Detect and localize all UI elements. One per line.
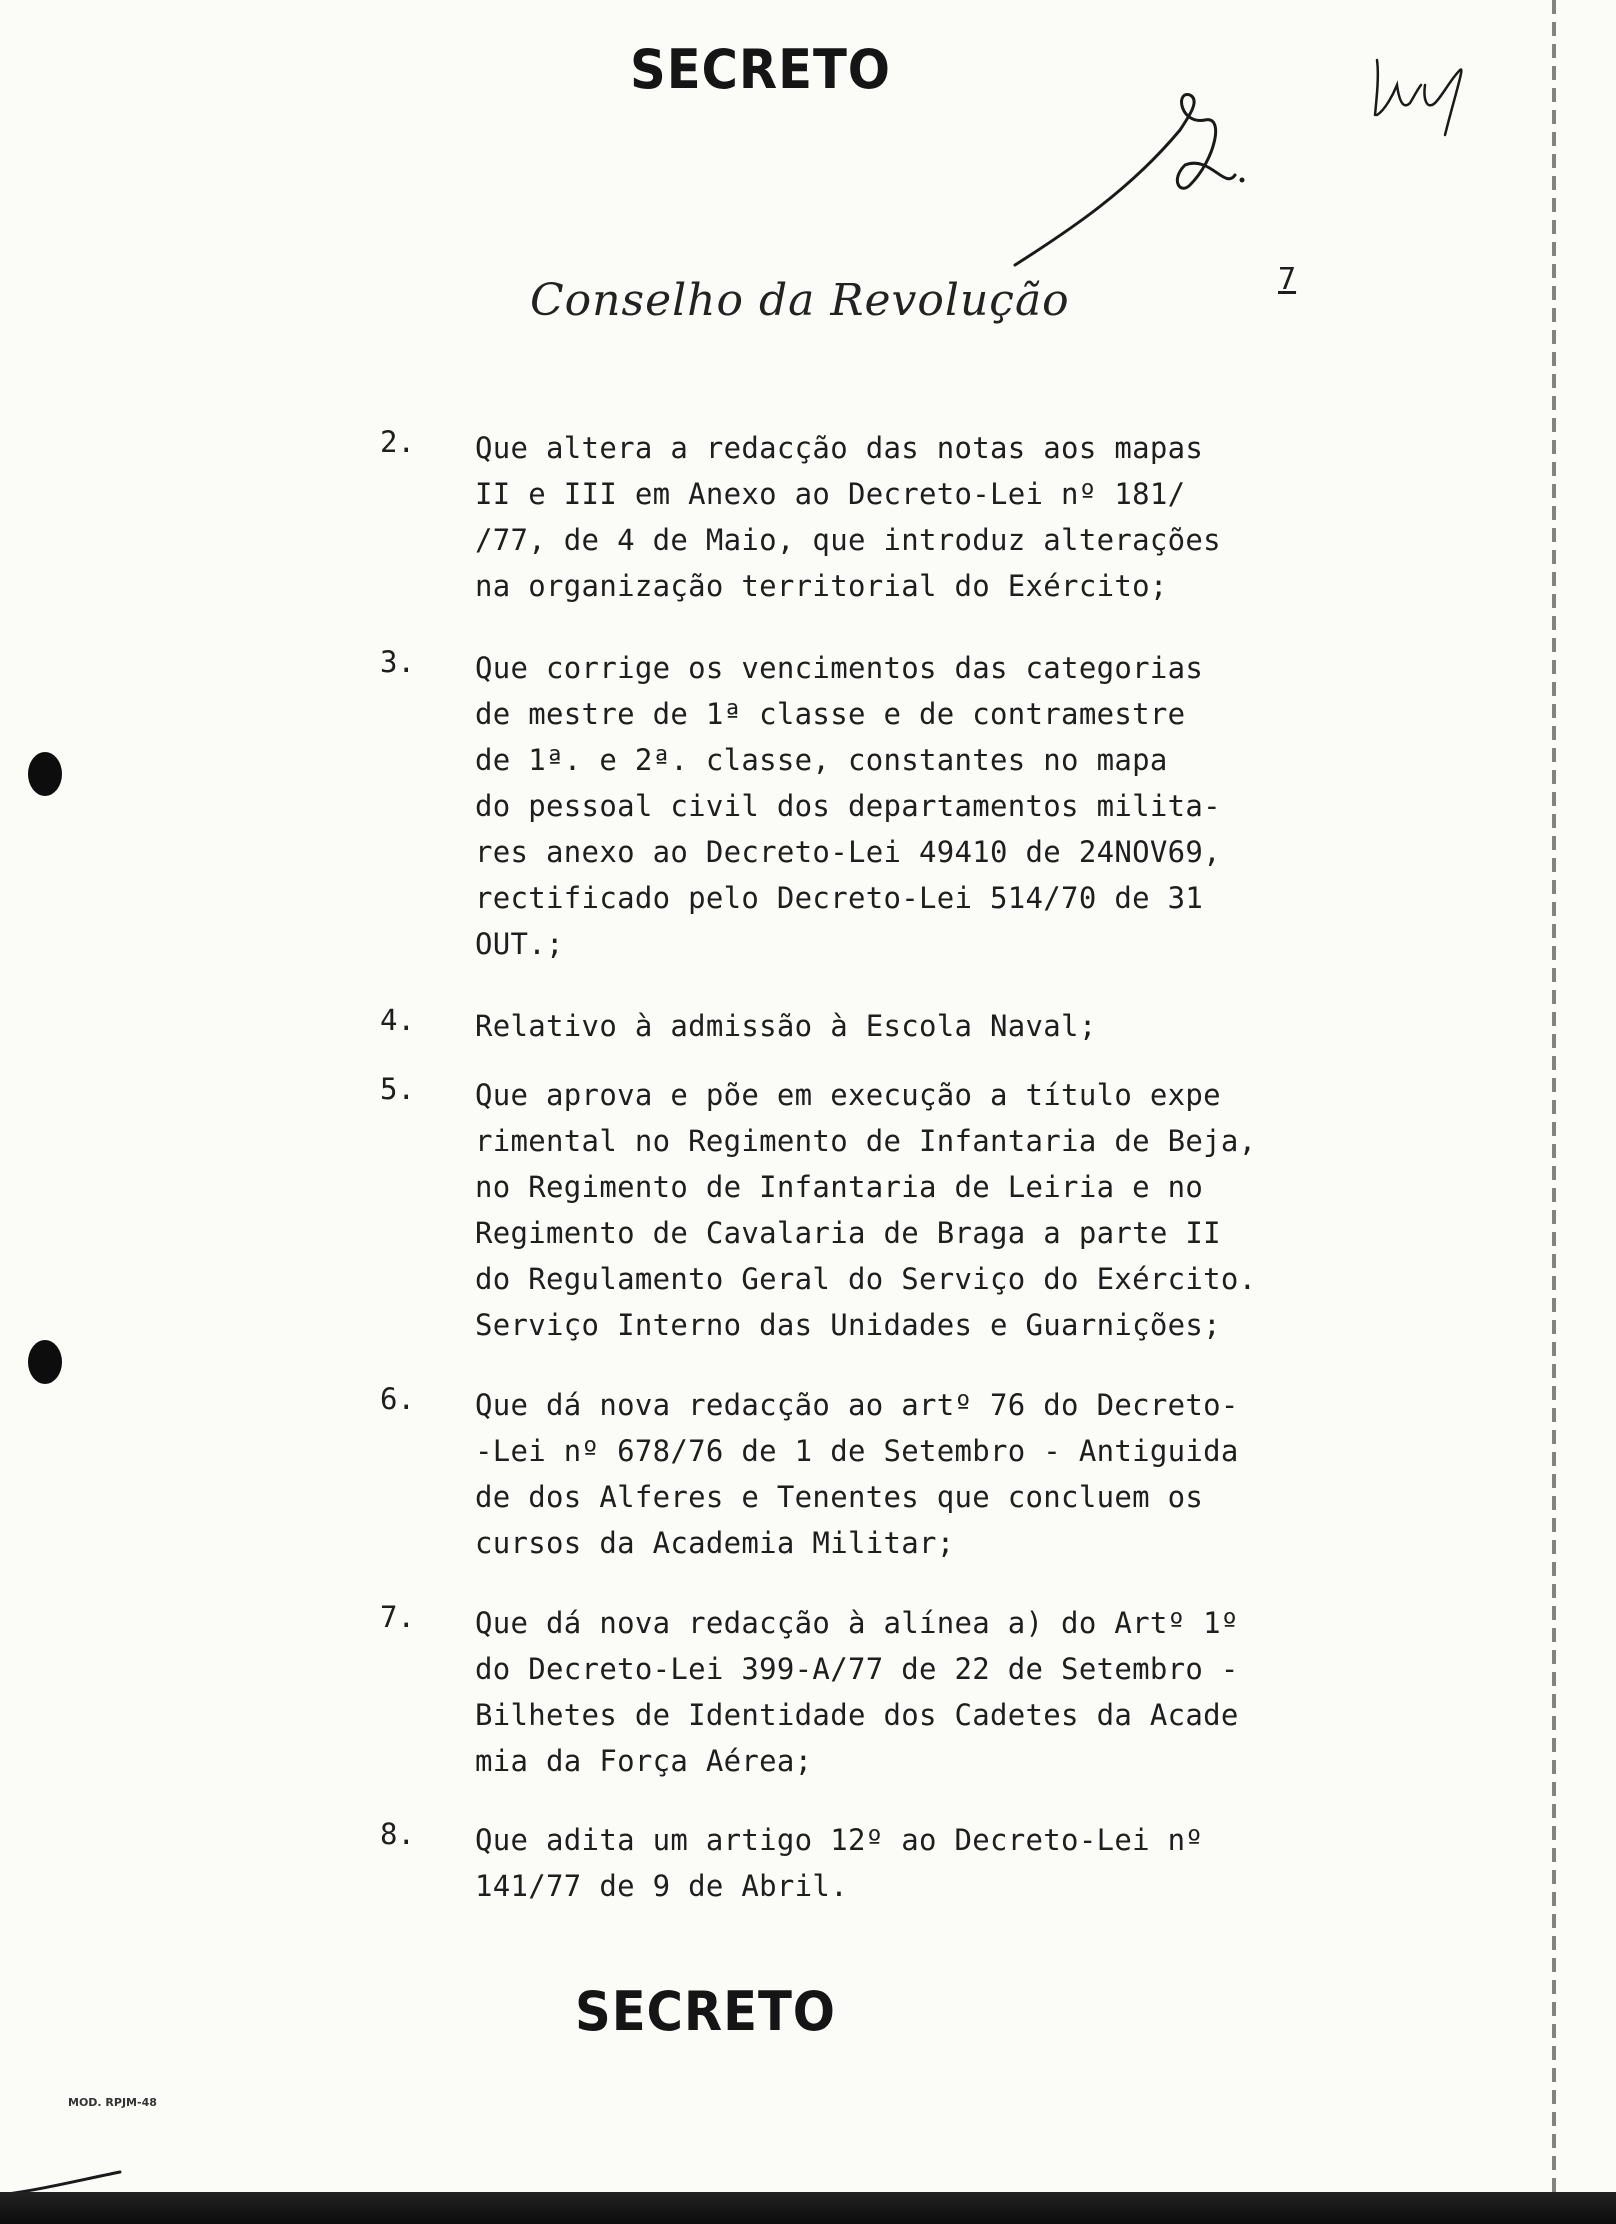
item-text: Relativo à admissão à Escola Naval; xyxy=(475,1009,1097,1043)
handwritten-signature-right xyxy=(1365,55,1475,145)
item-text: Que corrige os vencimentos das categorias de mestre de 1ª classe e de contramestre de 1ª. e 2ª. classe, constantes no mapa do pessoal civil dos departamentos milita- res anexo ao Decreto-Lei 49410 de 24NOV69, rectificado pelo Decreto-Lei 514/70 de 31 OUT.; xyxy=(475,651,1221,961)
page-number: 7 xyxy=(1278,262,1297,297)
page-edge-marks xyxy=(1552,0,1556,2224)
classification-stamp-top: SECRETO xyxy=(630,38,891,101)
item-text: Que dá nova redacção ao artº 76 do Decreto- -Lei nº 678/76 de 1 de Setembro - Antiguida de dos Alferes e Tenentes que concluem os cursos da Academia Militar; xyxy=(475,1388,1239,1560)
classification-stamp-bottom: SECRETO xyxy=(575,1980,836,2043)
item-number: 5. xyxy=(380,1072,415,1106)
punch-hole xyxy=(28,1340,62,1384)
item-number: 4. xyxy=(380,1003,415,1037)
punch-hole xyxy=(28,752,62,796)
item-number: 2. xyxy=(380,425,415,459)
item-text: Que aprova e põe em execução a título expe rimental no Regimento de Infantaria de Beja, no Regimento de Infantaria de Leiria e no Regimento de Cavalaria de Braga a parte II do Regulamento Geral do Serviço do Exército. Serviço Interno das Unidades e Guarnições; xyxy=(475,1078,1257,1342)
item-number: 8. xyxy=(380,1817,415,1851)
item-number: 7. xyxy=(380,1600,415,1634)
item-text: Que adita um artigo 12º ao Decreto-Lei nº 141/77 de 9 de Abril. xyxy=(475,1823,1204,1903)
form-code: MOD. RPJM-48 xyxy=(68,2096,157,2109)
item-text: Que altera a redacção das notas aos mapas II e III em Anexo ao Decreto-Lei nº 181/ /77, de 4 de Maio, que introduz alterações na organização territorial do Exército; xyxy=(475,431,1221,603)
item-number: 6. xyxy=(380,1382,415,1416)
handwritten-initials-signature xyxy=(1010,80,1260,280)
scan-edge-band xyxy=(0,2192,1616,2224)
letterhead: Conselho da Revolução xyxy=(530,275,1070,326)
item-number: 3. xyxy=(380,645,415,679)
item-text: Que dá nova redacção à alínea a) do Artº 1º do Decreto-Lei 399-A/77 de 22 de Setembro - Bilhetes de Identidade dos Cadetes da Acade mia da Força Aérea; xyxy=(475,1606,1239,1778)
